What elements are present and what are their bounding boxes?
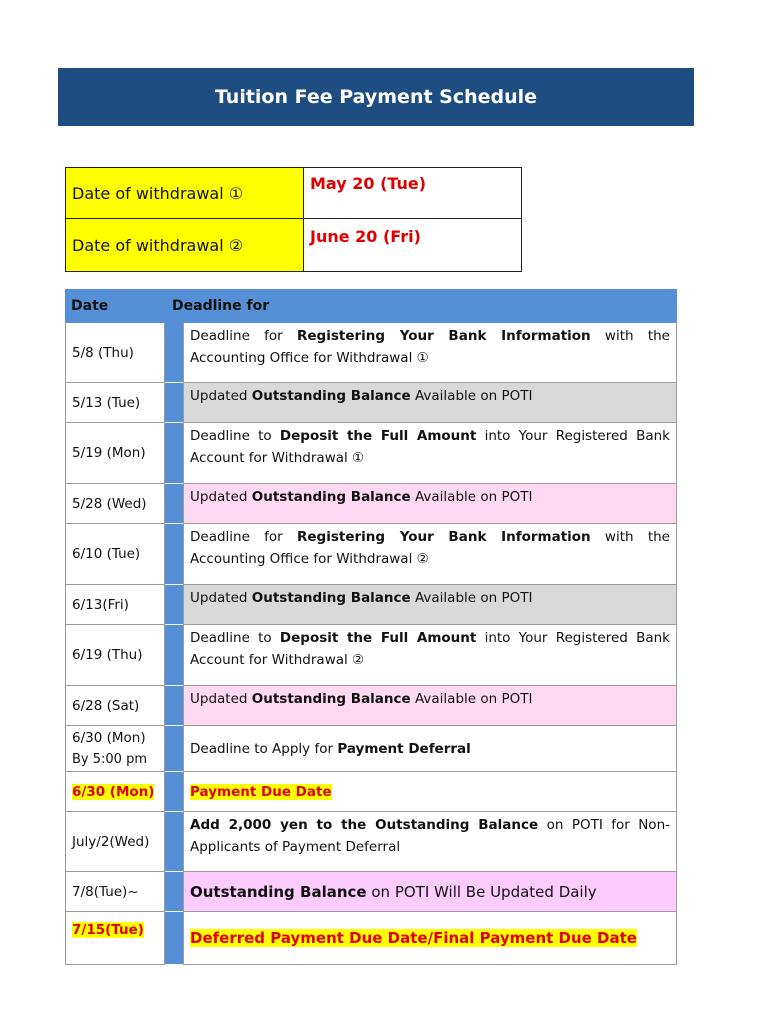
row-text-post: Available on POTI [410,691,533,707]
row-text-emphasis: Registering Your Bank Information [296,328,591,344]
row-description-text [190,587,670,609]
table-row [65,772,677,812]
row-date-text: 6/13(Fri) [72,596,129,613]
row-description [183,686,677,726]
row-description-text [190,927,670,949]
header-date: Date [71,298,109,314]
row-text-pre: Updated [190,388,252,404]
row-date [65,812,165,872]
row-description-text [190,738,670,760]
row-text-post: into Your Registered Bank Account for Withdrawal ① [190,428,670,466]
row-description-text [190,325,670,369]
row-description-text [190,881,670,903]
table-row [65,423,677,484]
row-accent-bar [165,686,183,726]
row-text-post: on POTI for Non-Applicants of Payment Deferral [190,817,670,855]
row-description [183,484,677,524]
row-description-text [190,627,670,671]
row-text-emphasis: Add 2,000 yen to the Outstanding Balance [190,817,539,833]
schedule-rows [65,323,677,965]
row-date [65,585,165,625]
table-row [65,912,677,965]
table-row [65,726,677,772]
row-description [183,323,677,383]
row-text-pre: Deadline for [190,328,297,344]
row-accent-bar [165,323,183,383]
row-text-post: into Your Registered Bank Account for Withdrawal ② [190,630,670,668]
row-text-emphasis: Outstanding Balance [190,882,367,901]
row-text-emphasis: Outstanding Balance [251,388,411,404]
row-text-pre: Updated [190,691,252,707]
row-accent-bar [165,625,183,686]
row-date-text: 7/15(Tue) [72,922,144,938]
table-row [65,585,677,625]
row-date-text: 6/19 (Thu) [72,647,143,663]
table-row [65,872,677,912]
row-date [65,912,165,965]
row-date-note: By 5:00 pm [72,752,147,767]
row-description [183,726,677,772]
row-date-text: 7/8(Tue)~ [72,883,139,900]
row-description [183,772,677,812]
row-description-text [190,486,670,508]
row-date [65,323,165,383]
table-row [65,524,677,585]
row-description-text [190,425,670,469]
page-title: Tuition Fee Payment Schedule [58,68,694,126]
row-date [65,524,165,585]
row-description [183,423,677,484]
header-deadline: Deadline for [172,298,270,314]
row-description [183,524,677,585]
row-text-emphasis: Registering Your Bank Information [296,529,591,545]
withdrawal-value: May 20 (Tue) [304,168,522,219]
withdrawal-row [66,168,522,219]
row-date [65,484,165,524]
row-description [183,872,677,912]
withdrawal-label: Date of withdrawal ② [66,219,304,272]
row-description-text [190,385,670,407]
withdrawal-value: June 20 (Fri) [304,219,522,272]
row-date [65,686,165,726]
row-description [183,625,677,686]
row-accent-bar [165,812,183,872]
row-date-text: 6/30 (Mon) [72,730,146,746]
row-text-pre: Deadline to Apply for [190,740,338,757]
table-row [65,686,677,726]
table-row [65,484,677,524]
row-date-text: 5/8 (Thu) [72,344,134,361]
row-accent-bar [165,912,183,965]
row-text-emphasis: Deposit the Full Amount [279,630,477,646]
table-row [65,323,677,383]
row-description [183,585,677,625]
row-text-post: with the Accounting Office for Withdrawal ① [190,328,670,366]
row-text-emphasis: Deferred Payment Due Date/Final Payment Due Date [190,929,637,947]
withdrawal-row [66,219,522,272]
row-date-text: 5/19 (Mon) [72,445,146,461]
row-description [183,812,677,872]
row-text-post: Available on POTI [410,489,533,505]
withdrawal-dates-table [65,167,522,272]
row-description-text [190,781,670,803]
row-description [183,912,677,965]
row-date [65,625,165,686]
row-text-emphasis: Payment Deferral [337,740,471,757]
row-accent-bar [165,484,183,524]
row-text-emphasis: Outstanding Balance [251,489,411,505]
row-text-pre: Deadline for [190,529,297,545]
row-text-post: on POTI Will Be Updated Daily [366,882,597,901]
row-date [65,726,165,772]
row-text-pre: Deadline to [190,630,280,646]
row-accent-bar [165,524,183,585]
row-date-text: 5/28 (Wed) [72,495,147,512]
schedule-table [65,289,677,965]
row-date-text: 5/13 (Tue) [72,394,141,411]
row-accent-bar [165,872,183,912]
row-text-emphasis: Outstanding Balance [251,590,411,606]
row-text-pre: Updated [190,489,252,505]
withdrawal-label: Date of withdrawal ① [66,168,304,219]
row-description [183,383,677,423]
schedule-header [65,289,677,323]
row-text-pre: Updated [190,590,252,606]
row-description-text [190,688,670,710]
row-accent-bar [165,772,183,812]
table-row [65,383,677,423]
row-description-text [190,814,670,858]
row-description-text [190,526,670,570]
row-accent-bar [165,383,183,423]
row-accent-bar [165,726,183,772]
row-date [65,423,165,484]
table-row [65,812,677,872]
row-date [65,772,165,812]
row-text-post: with the Accounting Office for Withdrawal ② [190,529,670,567]
row-text-emphasis: Payment Due Date [190,783,332,800]
row-text-emphasis: Deposit the Full Amount [279,428,477,444]
row-text-pre: Deadline to [190,428,280,444]
row-accent-bar [165,423,183,484]
row-date-text: 6/30 (Mon) [72,783,155,800]
row-accent-bar [165,585,183,625]
row-text-emphasis: Outstanding Balance [251,691,411,707]
row-text-post: Available on POTI [410,590,533,606]
row-date-text: 6/10 (Tue) [72,546,141,562]
row-date-text: 6/28 (Sat) [72,697,140,714]
table-row [65,625,677,686]
row-date-text: July/2(Wed) [72,833,150,850]
row-date [65,872,165,912]
row-date [65,383,165,423]
row-text-post: Available on POTI [410,388,533,404]
